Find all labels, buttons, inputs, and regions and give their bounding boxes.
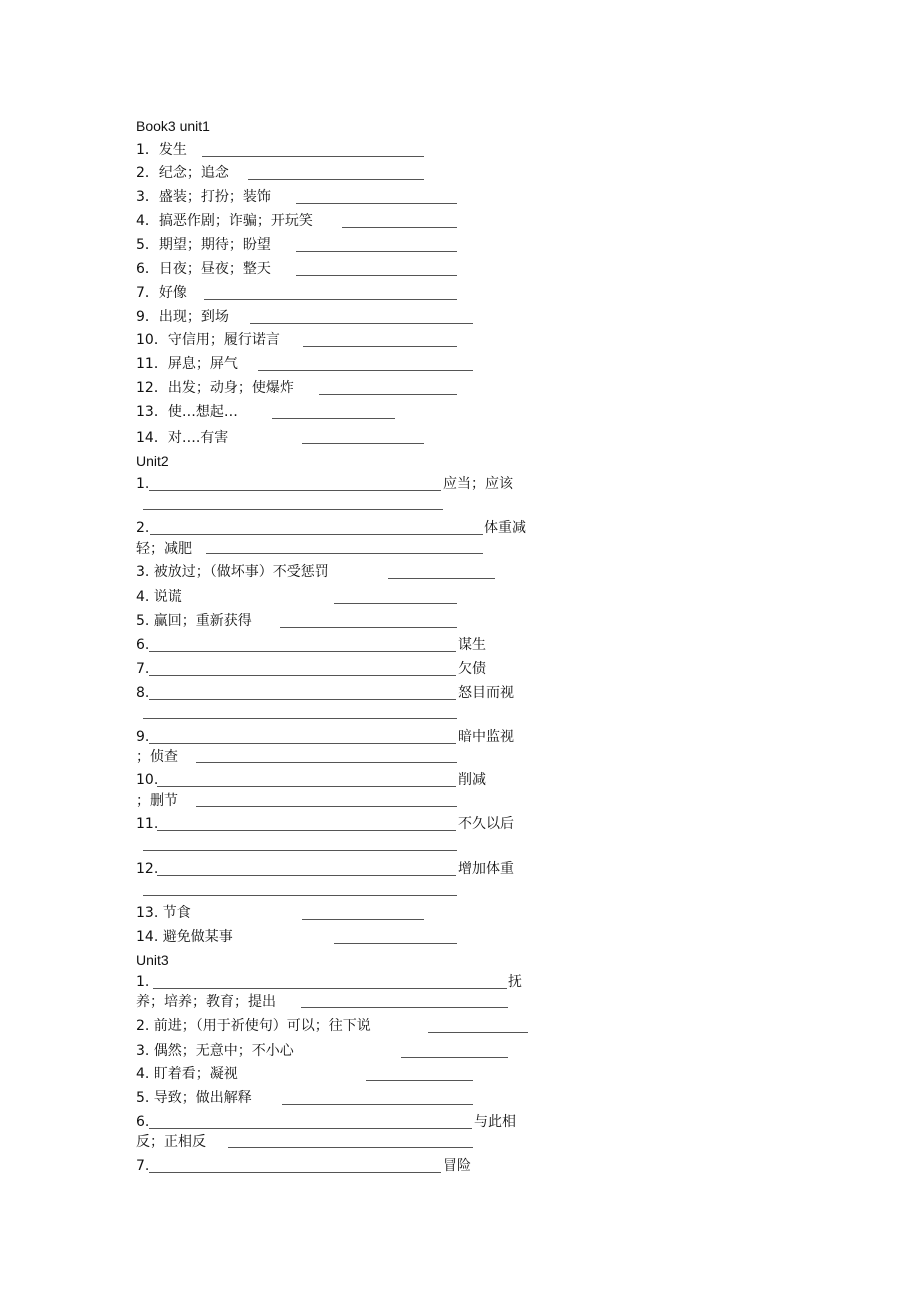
answer-blank[interactable] <box>204 299 457 300</box>
list-item: 2．纪念；追念 <box>136 165 229 181</box>
answer-blank[interactable] <box>157 875 456 876</box>
list-item: 4. 说谎 <box>136 589 182 605</box>
list-item: 1. <box>136 476 150 492</box>
list-item: 7．好像 <box>136 285 187 301</box>
list-item: 3. 被放过；（做坏事）不受惩罚 <box>136 564 329 580</box>
answer-blank[interactable] <box>228 1147 473 1148</box>
answer-blank[interactable] <box>258 370 473 371</box>
list-item: 14．对….有害 <box>136 430 229 446</box>
list-item: 4．搞恶作剧；诈骗；开玩笑 <box>136 213 313 229</box>
answer-blank[interactable] <box>149 743 456 744</box>
answer-blank[interactable] <box>149 699 456 700</box>
answer-blank[interactable] <box>282 1104 473 1105</box>
answer-blank[interactable] <box>301 1007 508 1008</box>
answer-blank[interactable] <box>149 490 441 491</box>
answer-blank[interactable] <box>250 323 473 324</box>
list-item-meaning: 暗中监视 <box>458 729 514 745</box>
answer-blank[interactable] <box>143 718 457 719</box>
list-item-meaning: 欠债 <box>458 661 486 677</box>
answer-blank[interactable] <box>296 275 457 276</box>
list-item-meaning: 削减 <box>458 772 486 788</box>
list-item-meaning: 轻；减肥 <box>136 541 192 557</box>
list-item-meaning: 养；培养；教育；提出 <box>136 994 276 1010</box>
list-item-meaning: 不久以后 <box>458 816 514 832</box>
list-item: 11. <box>136 816 159 832</box>
answer-blank[interactable] <box>296 251 457 252</box>
list-item: 5. 导致；做出解释 <box>136 1090 252 1106</box>
answer-blank[interactable] <box>149 675 456 676</box>
answer-blank[interactable] <box>272 418 395 419</box>
answer-blank[interactable] <box>248 179 424 180</box>
unit2-title: Unit2 <box>136 453 169 469</box>
answer-blank[interactable] <box>296 203 457 204</box>
answer-blank[interactable] <box>143 850 457 851</box>
list-item: 6．日夜；昼夜；整天 <box>136 261 271 277</box>
list-item-meaning: 体重减 <box>484 520 526 536</box>
answer-blank[interactable] <box>149 1128 472 1129</box>
list-item: 5. 赢回；重新获得 <box>136 613 252 629</box>
answer-blank[interactable] <box>149 1172 441 1173</box>
list-item: 1. <box>136 974 150 990</box>
answer-blank[interactable] <box>153 988 507 989</box>
answer-blank[interactable] <box>157 786 456 787</box>
answer-blank[interactable] <box>428 1032 528 1033</box>
answer-blank[interactable] <box>196 762 457 763</box>
list-item-meaning: ；侦查 <box>136 749 178 765</box>
answer-blank[interactable] <box>342 227 457 228</box>
list-item: 10. <box>136 772 159 788</box>
answer-blank[interactable] <box>157 830 456 831</box>
list-item: 7. <box>136 1158 150 1174</box>
list-item: 6. <box>136 1114 150 1130</box>
answer-blank[interactable] <box>206 553 483 554</box>
list-item-meaning: 反；正相反 <box>136 1134 206 1150</box>
list-item-meaning: 怒目而视 <box>458 685 514 701</box>
unit3-title: Unit3 <box>136 952 169 968</box>
answer-blank[interactable] <box>334 943 457 944</box>
list-item-meaning: 增加体重 <box>458 861 514 877</box>
list-item-meaning: ；删节 <box>136 793 178 809</box>
list-item: 4. 盯着看；凝视 <box>136 1066 238 1082</box>
answer-blank[interactable] <box>401 1057 508 1058</box>
list-item: 11．屏息；屏气 <box>136 356 238 372</box>
answer-blank[interactable] <box>319 394 457 395</box>
list-item: 12．出发；动身；使爆炸 <box>136 380 294 396</box>
list-item: 3．盛装；打扮；装饰 <box>136 189 271 205</box>
list-item-meaning: 与此相 <box>474 1114 516 1130</box>
list-item: 10．守信用；履行诺言 <box>136 332 280 348</box>
list-item: 12. <box>136 861 159 877</box>
answer-blank[interactable] <box>150 534 483 535</box>
answer-blank[interactable] <box>334 603 457 604</box>
list-item: 2. <box>136 520 150 536</box>
answer-blank[interactable] <box>202 156 424 157</box>
answer-blank[interactable] <box>280 627 457 628</box>
list-item: 3. 偶然；无意中；不小心 <box>136 1043 294 1059</box>
answer-blank[interactable] <box>302 919 424 920</box>
answer-blank[interactable] <box>366 1080 473 1081</box>
list-item: 2. 前进；（用于祈使句）可以；往下说 <box>136 1018 371 1034</box>
list-item: 13．使…想起… <box>136 404 238 420</box>
list-item-meaning: 谋生 <box>458 637 486 653</box>
list-item: 14. 避免做某事 <box>136 929 233 945</box>
answer-blank[interactable] <box>143 509 443 510</box>
answer-blank[interactable] <box>388 578 495 579</box>
list-item: 8. <box>136 685 150 701</box>
list-item-meaning: 冒险 <box>443 1158 471 1174</box>
answer-blank[interactable] <box>303 346 457 347</box>
list-item: 9．出现；到场 <box>136 309 229 325</box>
list-item-meaning: 应当；应该 <box>443 476 513 492</box>
list-item-meaning: 抚 <box>508 974 522 990</box>
answer-blank[interactable] <box>302 443 424 444</box>
unit1-title: Book3 unit1 <box>136 118 210 134</box>
list-item: 7. <box>136 661 150 677</box>
list-item: 9. <box>136 729 150 745</box>
answer-blank[interactable] <box>196 806 457 807</box>
list-item: 13. 节食 <box>136 905 191 921</box>
answer-blank[interactable] <box>149 651 456 652</box>
list-item: 1．发生 <box>136 142 187 158</box>
list-item: 6. <box>136 637 150 653</box>
list-item: 5．期望；期待；盼望 <box>136 237 271 253</box>
answer-blank[interactable] <box>143 895 457 896</box>
